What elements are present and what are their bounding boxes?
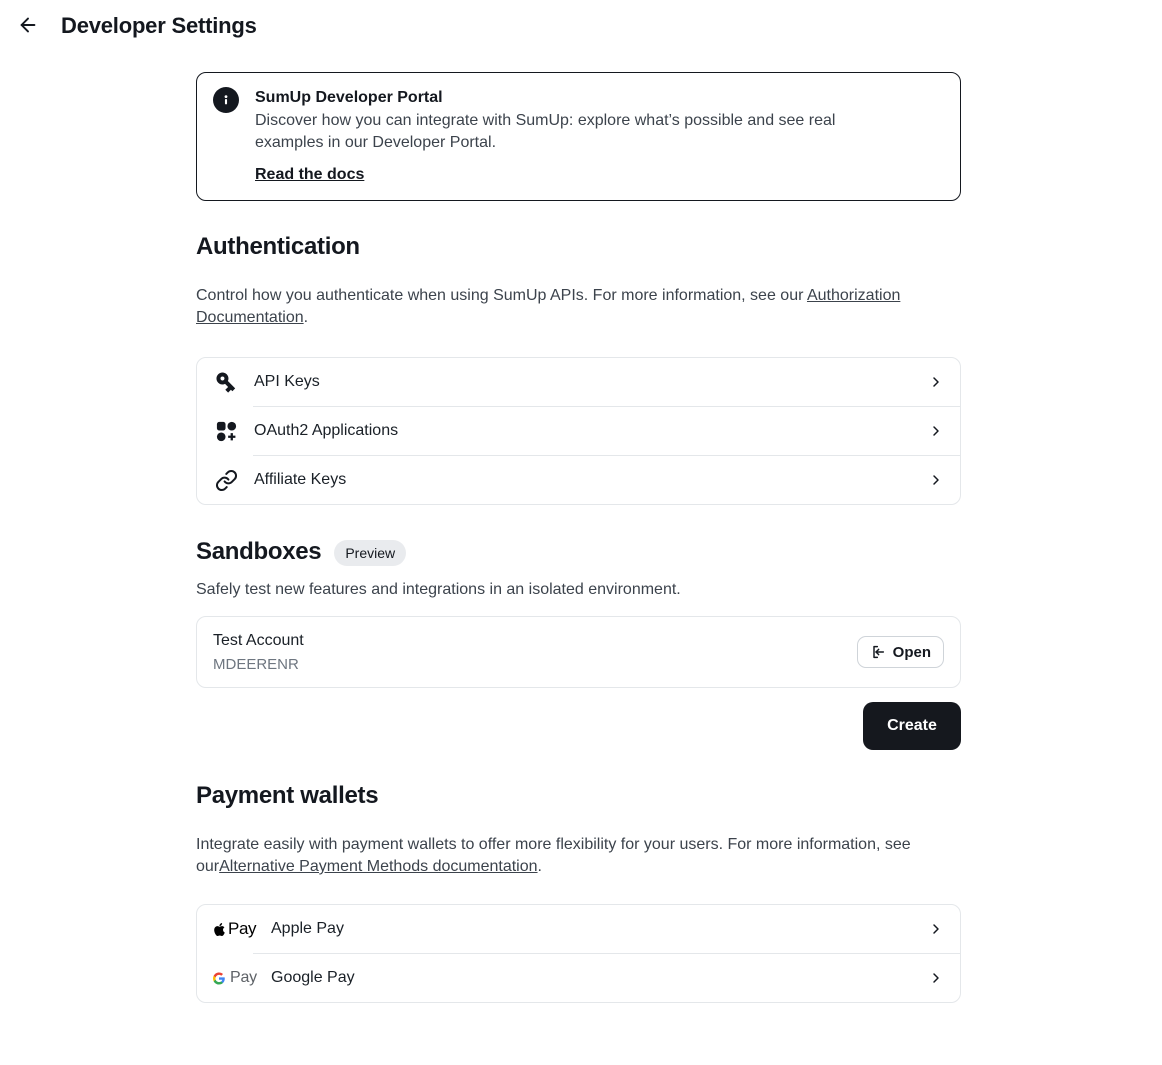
payment-wallets-description-text: Integrate easily with payment wallets to offer more flexibility for your users. For more information, see our [196,836,911,875]
authentication-description-text: Control how you authenticate when using SumUp APIs. For more information, see our [196,287,807,304]
chevron-right-icon [928,374,944,390]
list-item-label: OAuth2 Applications [254,422,399,439]
sandboxes-heading: Sandboxes [196,537,322,565]
google-pay-logo-text: Pay [230,969,257,986]
list-item-label: Google Pay [271,969,355,986]
chevron-right-icon [928,921,944,937]
chevron-right-icon [928,423,944,439]
chevron-right-icon [928,970,944,986]
banner-title: SumUp Developer Portal [255,89,443,106]
authorization-documentation-link[interactable]: Authorization Documentation [196,287,901,326]
test-account-id: MDEERENR [213,655,299,673]
banner-text: Discover how you can integrate with SumUp: explore what’s possible and see real examples in our Developer Portal. [255,112,836,151]
key-icon [213,370,239,394]
list-item-google-pay[interactable] [197,954,960,1002]
page-title: Developer Settings [61,13,257,38]
create-row [196,702,961,750]
authentication-heading: Authentication [196,233,360,260]
test-account-info [213,630,304,675]
list-item-label: Apple Pay [271,920,344,937]
authentication-description-period: . [303,309,309,326]
authentication-list [196,357,961,505]
list-item-api-keys[interactable] [197,358,960,406]
list-item-oauth2-applications[interactable] [197,407,960,455]
arrow-left-icon [17,14,39,39]
preview-badge: Preview [334,540,406,566]
link-icon [213,469,239,492]
test-account-name: Test Account [213,631,304,649]
list-item-apple-pay[interactable] [197,905,960,953]
authentication-description [196,285,961,329]
open-button[interactable] [857,636,944,668]
chevron-right-icon [928,472,944,488]
apps-add-icon [213,420,239,443]
payment-wallets-description-period: . [537,858,542,875]
info-icon [213,87,239,113]
read-the-docs-link[interactable]: Read the docs [255,166,365,183]
back-button[interactable] [16,14,40,38]
payment-wallets-description [196,834,961,878]
open-login-icon [870,644,886,660]
test-account-card [196,616,961,688]
open-button-label: Open [892,643,931,661]
list-item-label: Affiliate Keys [254,471,347,488]
create-button[interactable]: Create [863,702,961,750]
payment-wallets-heading: Payment wallets [196,782,379,809]
main-content [196,72,961,1003]
developer-portal-banner [196,72,961,201]
payment-wallets-list [196,904,961,1003]
list-item-affiliate-keys[interactable] [197,456,960,504]
sandboxes-description: Safely test new features and integrations in an isolated environment. [196,581,681,598]
sandboxes-heading-row [196,537,961,566]
list-item-label: API Keys [254,373,320,390]
alternative-payment-methods-link[interactable]: Alternative Payment Methods documentation [219,858,538,875]
apple-pay-logo [213,919,257,939]
header [0,0,1162,40]
google-pay-logo [213,969,257,987]
banner-body [255,86,865,187]
apple-pay-logo-text: Pay [228,919,257,938]
